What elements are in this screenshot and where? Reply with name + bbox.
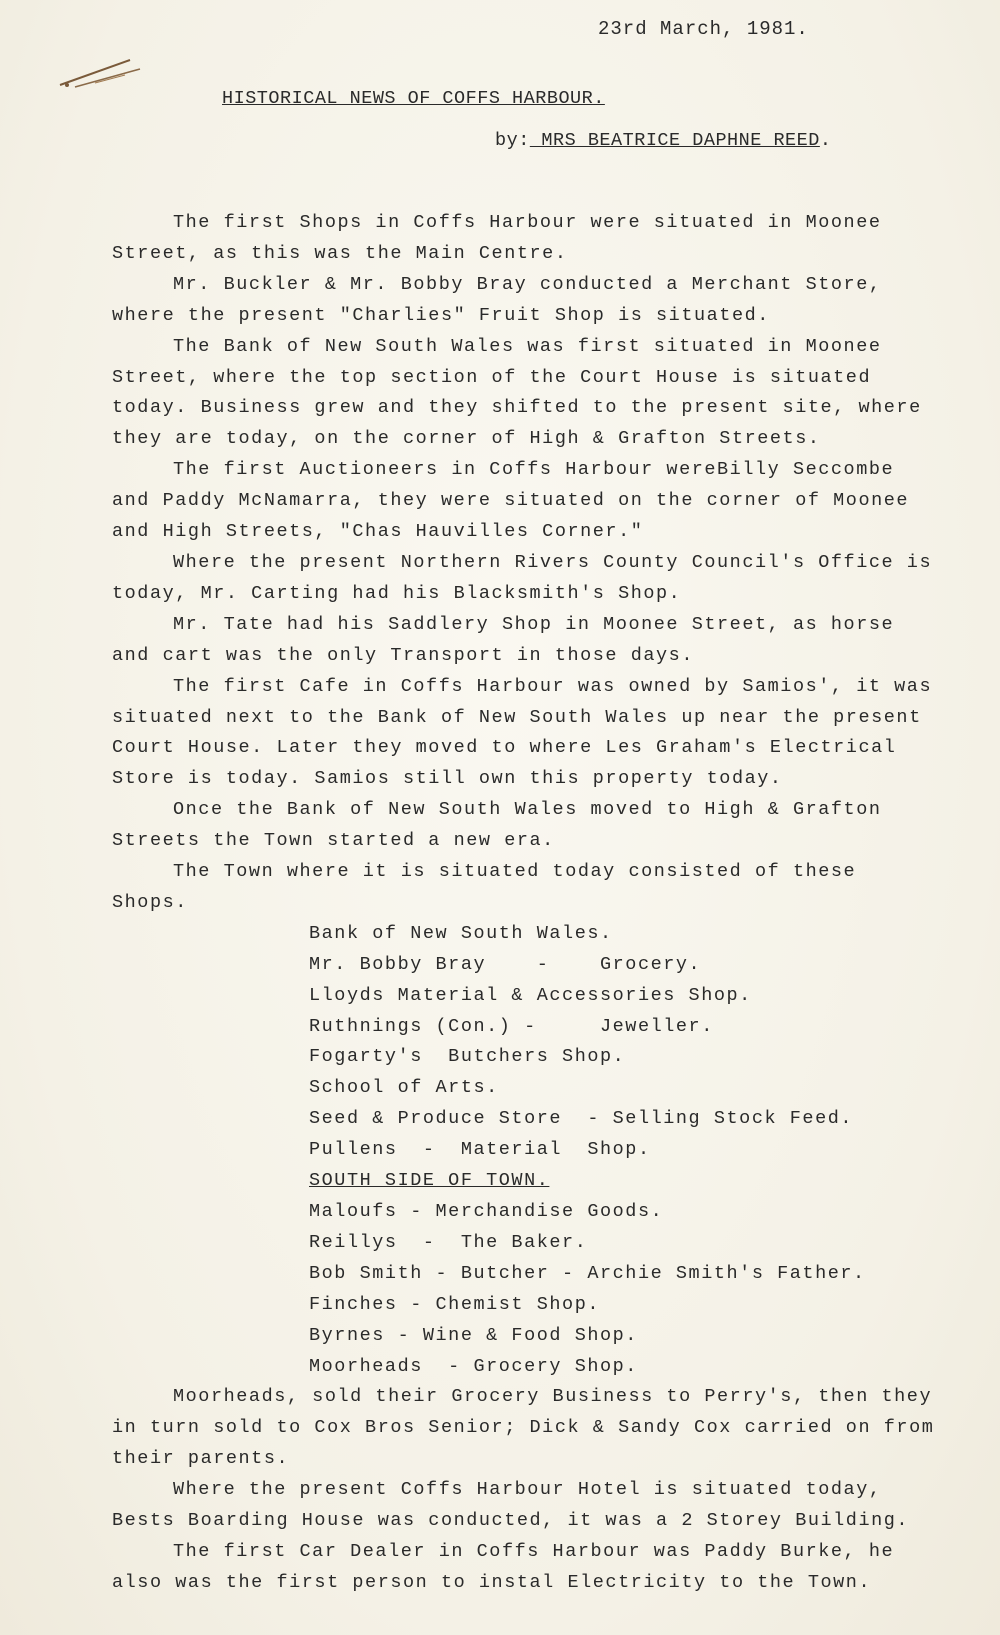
paragraph: The first Auctioneers in Coffs Harbour wereBilly Seccombe and Paddy McNamarra, they were situated on the corner of Moonee and High Streets, "Chas Hauvilles Corner." <box>112 459 910 543</box>
list-item: Finches - Chemist Shop. <box>309 1293 600 1315</box>
paragraph: Where the present Coffs Harbour Hotel is situated today, Bests Boarding House was conducted, it was a 2 Storey Building. <box>112 1479 910 1532</box>
list-item: Moorheads - Grocery Shop. <box>309 1355 638 1377</box>
list-item: Reillys - The Baker. <box>309 1231 588 1253</box>
document-body <box>112 208 942 1599</box>
document-date: 23rd March, 1981. <box>598 18 809 40</box>
list-item: School of Arts. <box>309 1077 499 1099</box>
list-item: Fogarty's Butchers Shop. <box>309 1046 626 1068</box>
paragraph: Moorheads, sold their Grocery Business to Perry's, then they in turn sold to Cox Bros Senior; Dick & Sandy Cox carried on from their parents. <box>112 1386 935 1470</box>
list-item: Pullens - Material Shop. <box>309 1139 651 1161</box>
list-item: Bob Smith - Butcher - Archie Smith's Father. <box>309 1262 866 1284</box>
list-item: Maloufs - Merchandise Goods. <box>309 1201 664 1222</box>
paragraph: The first Shops in Coffs Harbour were situated in Moonee Street, as this was the Main Centre. <box>112 212 882 264</box>
paragraph: The Bank of New South Wales was first situated in Moonee Street, where the top section of the Court House is situated today. Business grew and they shifted to the present site, where they are today, on the corner of High & Grafton Streets. <box>112 335 922 450</box>
list-item: Lloyds Material & Accessories Shop. <box>309 984 752 1006</box>
paragraph: Once the Bank of New South Wales moved to High & Grafton Streets the Town started a new era. <box>112 799 882 852</box>
shop-list <box>112 919 942 1383</box>
list-item: Bank of New South Wales. <box>309 922 613 944</box>
paragraph: The first Cafe in Coffs Harbour was owned by Samios', it was situated next to the Bank of New South Wales up near the present Court House. Later they moved to where Les Graham's Electrical Store is today. Samios still own this property today. <box>112 675 933 790</box>
list-item: Mr. Bobby Bray - Grocery. <box>309 953 702 975</box>
author-name: MRS BEATRICE DAPHNE REED <box>529 130 820 151</box>
document-title: HISTORICAL NEWS OF COFFS HARBOUR. <box>222 88 605 109</box>
list-item: Byrnes - Wine & Food Shop. <box>309 1324 638 1346</box>
list-item: Ruthnings (Con.) - Jeweller. <box>309 1015 714 1037</box>
paragraph: Mr. Buckler & Mr. Bobby Bray conducted a Merchant Store, where the present "Charlies" Fruit Shop is situated. <box>112 273 882 326</box>
paragraph: The Town where it is situated today consisted of these Shops. <box>112 861 857 913</box>
paragraph: Where the present Northern Rivers County Council's Office is today, Mr. Carting had his Blacksmith's Shop. <box>112 551 933 604</box>
south-side-heading: SOUTH SIDE OF TOWN. <box>309 1170 550 1192</box>
byline-prefix: by: <box>495 130 530 151</box>
byline-suffix: . <box>819 130 832 151</box>
paragraph: Mr. Tate had his Saddlery Shop in Moonee Street, as horse and cart was the only Transport in those days. <box>112 613 895 666</box>
pencil-mark <box>55 55 145 95</box>
byline <box>495 130 831 151</box>
list-item: Seed & Produce Store - Selling Stock Feed. <box>309 1108 854 1130</box>
paragraph: The first Car Dealer in Coffs Harbour was Paddy Burke, he also was the first person to instal Electricity to the Town. <box>112 1540 895 1593</box>
